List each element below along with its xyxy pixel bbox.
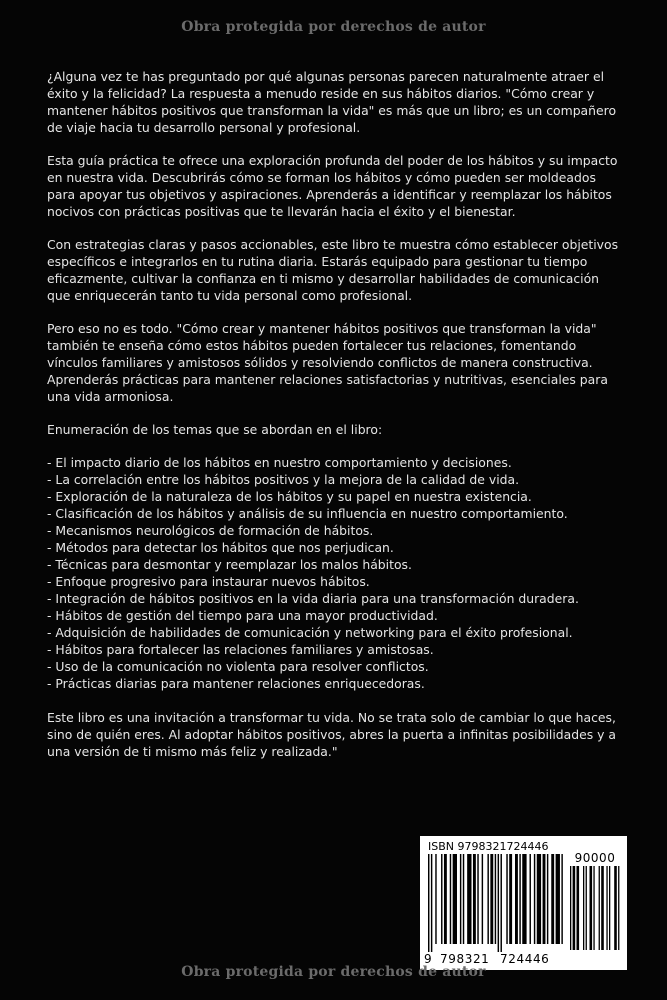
barcode-addon-icon bbox=[570, 866, 620, 950]
watermark-bottom: Obra protegida por derechos de autor bbox=[181, 964, 486, 980]
list-item: - Clasificación de los hábitos y análisis de su influencia en nuestro comportamiento. bbox=[47, 506, 568, 521]
isbn-barcode bbox=[420, 836, 627, 970]
barcode-digit-first: 9 bbox=[424, 952, 433, 966]
paragraph-closing: Este libro es una invitación a transformar tu vida. No se trata solo de cambiar lo que haces, sino de quién eres. Al adoptar hábitos positivos, abres la puerta a infinitas posibilidades y a una versión de ti mismo más feliz y realizada." bbox=[47, 710, 617, 759]
list-item: - Integración de hábitos positivos en la vida diaria para una transformación duradera. bbox=[47, 591, 579, 606]
barcode-digits-left: 798321 bbox=[440, 952, 490, 966]
list-item: - Prácticas diarias para mantener relaciones enriquecedoras. bbox=[47, 676, 425, 691]
barcode-icon bbox=[428, 854, 564, 952]
list-item: - Hábitos de gestión del tiempo para una mayor productividad. bbox=[47, 608, 438, 623]
paragraph-guide: Esta guía práctica te ofrece una exploración profunda del poder de los hábitos y su impacto en nuestra vida. Descubrirás cómo se forman los hábitos y cómo pueden ser moldeados para apoyar tus objetivos y aspiraciones. Aprenderás a identificar y reemplazar los hábitos nocivos con prácticas positivas que te llevarán hacia el éxito y el bienestar. bbox=[47, 153, 618, 219]
list-item: - Hábitos para fortalecer las relaciones familiares y amistosas. bbox=[47, 642, 434, 657]
watermark-top: Obra protegida por derechos de autor bbox=[181, 19, 486, 35]
paragraph-strategies: Con estrategias claras y pasos accionables, este libro te muestra cómo establecer objetivos específicos e integrarlos en tu rutina diaria. Estarás equipado para gestionar tu tiempo eficazmente, cultivar la confianza en ti mismo y desarrollar habilidades de comunicación que enriquecerán tanto tu vida personal como profesional. bbox=[47, 237, 619, 303]
paragraph-intro: ¿Alguna vez te has preguntado por qué algunas personas parecen naturalmente atraer el éxito y la felicidad? La respuesta a menudo reside en sus hábitos diarios. "Cómo crear y mantener hábitos positivos que transforman la vida" es más que un libro; es un compañero de viaje hacia tu desarrollo personal y profesional. bbox=[47, 69, 617, 135]
topics-list bbox=[47, 454, 625, 692]
list-item: - El impacto diario de los hábitos en nuestro comportamiento y decisiones. bbox=[47, 455, 512, 470]
list-item: - La correlación entre los hábitos positivos y la mejora de la calidad de vida. bbox=[47, 472, 520, 487]
list-item: - Uso de la comunicación no violenta para resolver conflictos. bbox=[47, 659, 429, 674]
barcode-addon-number: 90000 bbox=[574, 851, 616, 865]
list-item: - Exploración de la naturaleza de los hábitos y su papel en nuestra existencia. bbox=[47, 489, 532, 504]
list-item: - Técnicas para desmontar y reemplazar los malos hábitos. bbox=[47, 557, 412, 572]
list-item: - Adquisición de habilidades de comunicación y networking para el éxito profesional. bbox=[47, 625, 573, 640]
barcode-digits-right: 724446 bbox=[500, 952, 550, 966]
list-item: - Mecanismos neurológicos de formación de hábitos. bbox=[47, 523, 374, 538]
isbn-label: ISBN 9798321724446 bbox=[428, 840, 549, 853]
paragraph-relationships: Pero eso no es todo. "Cómo crear y mantener hábitos positivos que transforman la vida" también te enseña cómo estos hábitos pueden fortalecer tus relaciones, fomentando vínculos familiares y amistosos sólidos y resolviendo conflictos de manera constructiva. Aprenderás prácticas para mantener relaciones satisfactorias y nutritivas, esenciales para una vida armoniosa. bbox=[47, 321, 608, 404]
list-item: - Enfoque progresivo para instaurar nuevos hábitos. bbox=[47, 574, 370, 589]
list-item: - Métodos para detectar los hábitos que nos perjudican. bbox=[47, 540, 394, 555]
back-cover-text bbox=[47, 68, 625, 776]
topics-heading: Enumeración de los temas que se abordan en el libro: bbox=[47, 422, 383, 437]
